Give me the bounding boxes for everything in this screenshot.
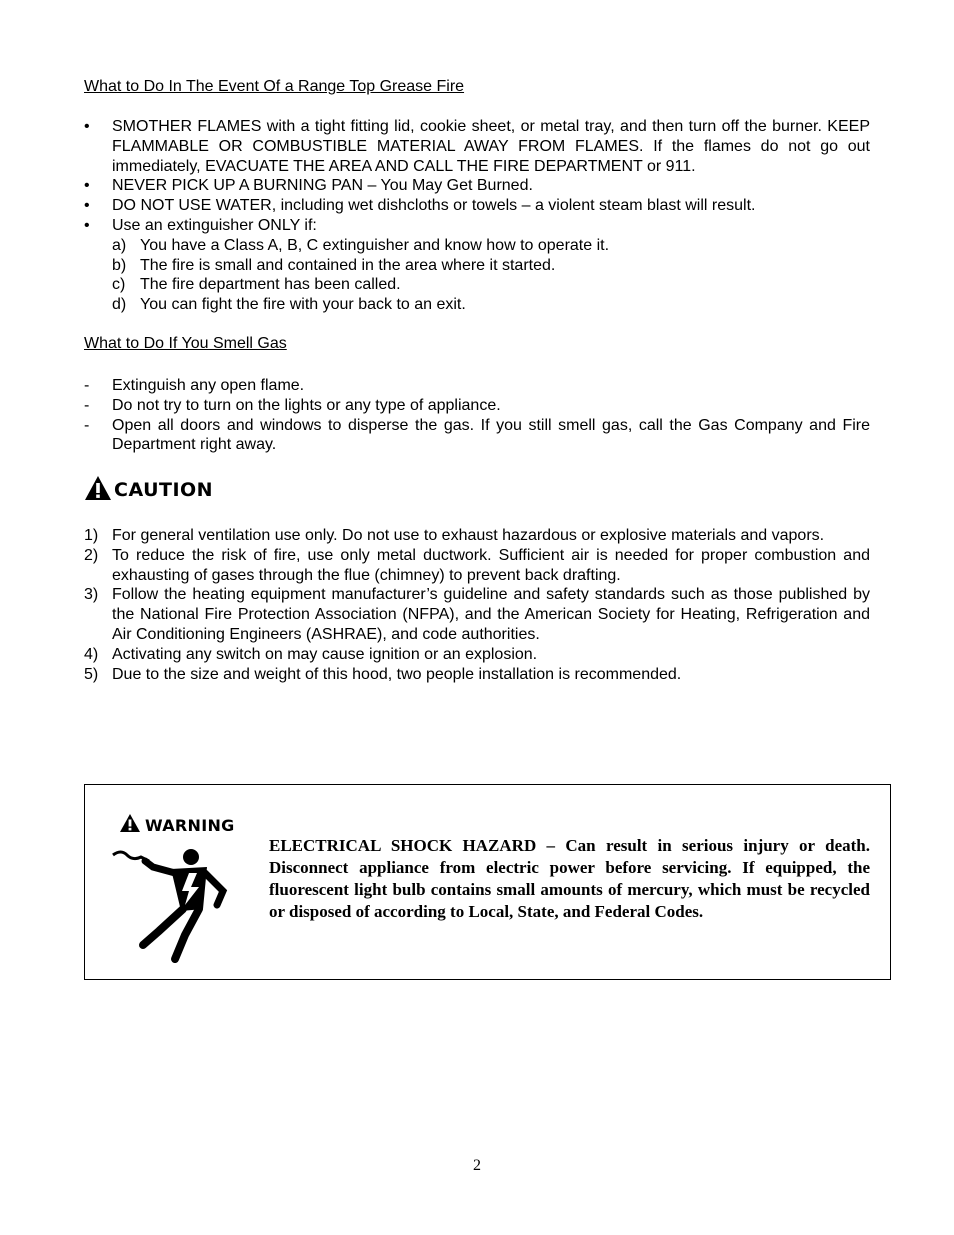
- list-item: - Do not try to turn on the lights or any type of appliance.: [84, 396, 501, 414]
- bullet-marker: •: [84, 177, 90, 195]
- dash-marker: -: [84, 377, 90, 394]
- bullet-marker: •: [84, 216, 90, 234]
- grease-fire-list: [84, 117, 870, 315]
- warning-heading: [119, 813, 235, 838]
- list-item: • NEVER PICK UP A BURNING PAN – You May Get Burned.: [84, 177, 533, 195]
- list-item: - Extinguish any open flame.: [84, 377, 305, 394]
- list-item: 3) Follow the heating equipment manufacturer’s guideline and safety standards such as those published by the National Fire Protection Association (NFPA), and the American Society for Heating, Refrigeration and Air Conditioning Engineers (ASHRAE), and code authorities.: [84, 586, 870, 643]
- warning-triangle-icon: [119, 813, 141, 838]
- caution-list: [84, 526, 870, 684]
- extinguisher-conditions: [112, 236, 870, 315]
- electric-shock-icon: [111, 847, 241, 972]
- list-item: • SMOTHER FLAMES with a tight fitting lid, cookie sheet, or metal tray, and then turn off the burner. KEEP FLAMMABLE OR COMBUSTIBLE MATERIAL AWAY FROM FLAMES. If the flames do not go out immediately, EVACUATE THE AREA AND CALL THE FIRE DEPARTMENT or 911.: [84, 118, 870, 175]
- list-item: c) The fire department has been called.: [112, 276, 401, 294]
- warning-label: WARNING: [145, 816, 235, 835]
- warning-text: ELECTRICAL SHOCK HAZARD – Can result in serious injury or death. Disconnect appliance from electric power before servicing. If equipped, the fluorescent light bulb contains small amounts of mercury, which must be recycled or disposed of according to Local, State, and Federal Codes.: [269, 836, 870, 921]
- warning-box: [84, 784, 891, 980]
- list-item: 5) Due to the size and weight of this hood, two people installation is recommended.: [84, 665, 682, 683]
- bullet-marker: •: [84, 197, 90, 215]
- list-item: d) You can fight the fire with your back to an exit.: [112, 296, 466, 314]
- list-item: a) You have a Class A, B, C extinguisher and know how to operate it.: [112, 236, 610, 254]
- grease-fire-title: What to Do In The Event Of a Range Top Grease Fire: [84, 78, 465, 95]
- list-item: 4) Activating any switch on may cause ignition or an explosion.: [84, 645, 538, 663]
- smell-gas-title: What to Do If You Smell Gas: [84, 335, 287, 352]
- list-item: - Open all doors and windows to disperse the gas. If you still smell gas, call the Gas Company and Fire Department right away.: [84, 416, 870, 454]
- list-item: 2) To reduce the risk of fire, use only metal ductwork. Sufficient air is needed for proper combustion and exhausting of gases through the flue (chimney) to prevent back drafting.: [84, 546, 870, 584]
- dash-marker: -: [84, 416, 90, 434]
- dash-marker: -: [84, 396, 90, 414]
- list-item: b) The fire is small and contained in the area where it started.: [112, 256, 556, 274]
- caution-label: CAUTION: [114, 479, 214, 501]
- warning-triangle-icon: [84, 475, 112, 506]
- page-number: 2: [473, 1157, 481, 1174]
- bullet-marker: •: [84, 118, 90, 135]
- smell-gas-list: [84, 376, 870, 455]
- caution-heading: [84, 475, 213, 505]
- list-item: • Use an extinguisher ONLY if: a) You have a Class A, B, C extinguisher and know how to operate it. b) The fire is small and contained in the area where it started. c) The fire department has been called. d) You can fight the fire with your back to an exit.: [84, 216, 870, 315]
- list-item: • DO NOT USE WATER, including wet dishcloths or towels – a violent steam blast will result.: [84, 197, 756, 215]
- list-item: 1) For general ventilation use only. Do not use to exhaust hazardous or explosive materials and vapors.: [84, 527, 825, 544]
